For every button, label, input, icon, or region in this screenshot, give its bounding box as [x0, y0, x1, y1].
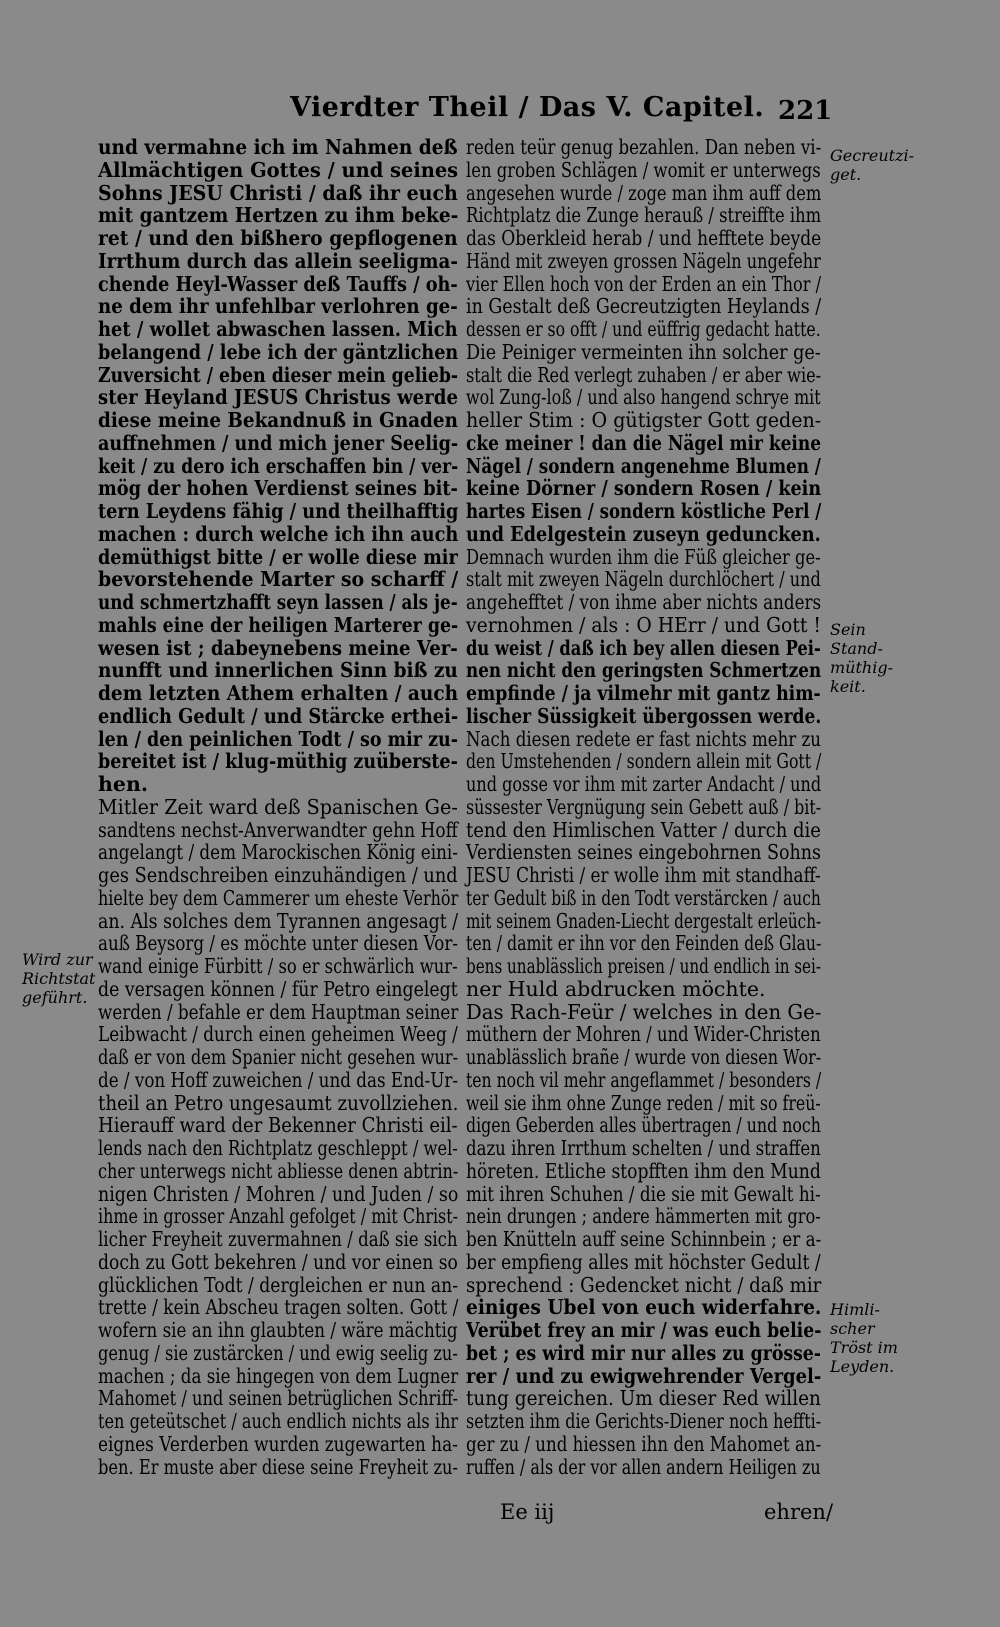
margin-note-left-1: Wird zur Richtstat geführt.: [22, 950, 96, 1007]
text-line: len / den peinlichen Todt / so mir zu-: [98, 726, 458, 751]
text-line: Leibwacht / durch einen geheimen Weeg /: [98, 1022, 458, 1047]
text-line: len groben Schlägen / womit er unterwegs: [466, 157, 821, 182]
text-line: glücklichen Todt / dergleichen er nun an-: [98, 1272, 459, 1297]
text-line: chende Heyl-Wasser deß Tauffs / oh-: [98, 271, 458, 296]
text-line: bereitet ist / klug-müthig zuüberste-: [98, 749, 458, 774]
text-line: auffnehmen / und mich jener Seelig-: [98, 430, 459, 455]
text-line: setzten ihm die Gerichts-Diener noch heffti-: [466, 1409, 822, 1433]
text-line: Demnach wurden ihm die Füß gleicher ge-: [466, 544, 821, 569]
text-line: keine Dörner / sondern Rosen / kein: [466, 476, 822, 501]
text-line: heller Stim : O gütigster Gott geden-: [466, 408, 822, 432]
text-line: bet ; es wird mir nur alles zu grösse-: [466, 1340, 821, 1365]
text-line: lischer Süssigkeit übergossen werde.: [466, 703, 822, 728]
text-line: de / von Hoff zuweichen / und das End-Ur-: [98, 1067, 458, 1092]
text-line: reden teür genug bezahlen. Dan neben vi-: [466, 135, 822, 159]
text-line: nigen Christen / Mohren / und Juden / so: [98, 1181, 459, 1206]
text-line: cke meiner ! dan die Nägel mir keine: [466, 430, 822, 455]
catchword: ehren/: [764, 1500, 834, 1524]
text-line: du weist / daß ich bey allen diesen Pei-: [466, 635, 821, 660]
text-line: süssester Vergnügung sein Gebett auß / bit-: [466, 794, 822, 819]
text-line: JESU Christi / er wolle ihm mit standhaff-: [466, 863, 821, 887]
text-line: wol Zung-loß / und also hangend schrye mit: [466, 385, 821, 410]
text-line: machen ; da sie hingegen von dem Lugner: [98, 1363, 459, 1388]
text-line: mit gantzem Hertzen zu ihm beke-: [98, 203, 459, 228]
text-line: trette / kein Abscheu tragen solten. Gott /: [98, 1295, 459, 1320]
text-line: ger zu / und hiessen ihn den Mahomet an-: [466, 1431, 822, 1456]
text-line: und schmertzhafft seyn lassen / als je-: [98, 590, 458, 614]
text-line: wesen ist ; dabeynebens meine Ver-: [98, 635, 458, 660]
text-line: Das Rach-Feür / welches in den Ge-: [466, 999, 822, 1024]
text-line: eignes Verderben wurden zugewarten ha-: [98, 1431, 458, 1456]
text-line: nunfft und innerlichen Sinn biß zu: [98, 658, 458, 683]
text-line: sprechend : Gedencket nicht / daß mir: [466, 1272, 822, 1297]
text-line: ten / damit er ihn vor den Feinden deß Glau-: [466, 931, 822, 956]
text-line: ben Knütteln auff seine Schinnbein ; er a-: [466, 1227, 822, 1251]
text-line: dessen er so offt / und eüffrig gedacht hatte.: [466, 317, 821, 341]
signature-mark: Ee iij: [500, 1500, 555, 1524]
text-line: Hierauff ward der Bekenner Christi eil-: [98, 1113, 458, 1138]
text-line: dem letzten Athem erhalten / auch: [98, 681, 459, 705]
text-line: weil sie ihm ohne Zunge reden / mit so freü-: [466, 1090, 821, 1115]
text-line: Nach diesen redete er fast nichts mehr zu: [466, 726, 821, 751]
text-line: empfinde / ja vilmehr mit gantz him-: [466, 681, 821, 705]
text-line: demüthigst bitte / er wolle diese mir: [98, 544, 458, 569]
text-line: licher Freyheit zuvermahnen / daß sie sich: [98, 1227, 458, 1251]
text-line: mit seinem Gnaden-Liecht dergestalt erleüch-: [466, 908, 822, 933]
text-line: het / wollet abwaschen lassen. Mich: [98, 317, 458, 341]
text-line: daß er von dem Spanier nicht gesehen wur-: [98, 1045, 459, 1069]
text-line: cher unterwegs nicht abliesse denen abtrin-: [98, 1158, 459, 1183]
text-line: mahls eine der heiligen Marterer ge-: [98, 612, 459, 637]
text-line: wofern sie an ihn glaubten / wäre mächtig: [98, 1318, 458, 1342]
text-line: theil an Petro ungesaumt zuvollziehen.: [98, 1090, 459, 1115]
text-line: doch zu Gott bekehren / und vor einen so: [98, 1249, 458, 1274]
text-line: vernohmen / als : O HErr / und Gott !: [466, 612, 821, 637]
text-line: ten noch vil mehr angeflammet / besonders /: [466, 1067, 822, 1092]
text-line: lends nach den Richtplatz geschleppt / wel-: [98, 1136, 458, 1160]
text-line: höreten. Etliche stopfften ihm den Mund: [466, 1158, 821, 1183]
text-line: bens unablässlich preisen / und endlich in sei-: [466, 954, 822, 978]
margin-note-right-2: Sein Stand-müthig-keit.: [830, 620, 893, 696]
page-number: 221: [778, 96, 833, 126]
text-line: das Oberkleid herab / und hefftete beyde: [466, 226, 822, 250]
text-line: tung gereichen. Um dieser Red willen: [466, 1386, 821, 1411]
text-line: hielte bey dem Cammerer um eheste Verhör: [98, 885, 459, 910]
text-line: Verdiensten seines eingebohrnen Sohns: [466, 840, 822, 865]
text-line: Irrthum durch das allein seeligma-: [98, 248, 458, 273]
text-line: mög der hohen Verdienst seines bit-: [98, 476, 458, 501]
text-line: auß Beysorg / es möchte unter diesen Vor-: [98, 931, 458, 956]
text-line: bevorstehende Marter so scharff /: [98, 567, 459, 592]
text-line: einiges Ubel von euch widerfahre.: [466, 1295, 822, 1320]
text-line: unablässlich brañe / wurde von diesen Wor-: [466, 1045, 822, 1069]
text-line: angehefftet / von ihme aber nichts anders: [466, 590, 822, 614]
text-line: ne dem ihr unfehlbar verlohren ge-: [98, 294, 458, 319]
text-line: Mitler Zeit ward deß Spanischen Ge-: [98, 794, 458, 819]
text-line: in Gestalt deß Gecreutzigten Heylands /: [466, 294, 822, 319]
text-line: rer / und zu ewigwehrender Vergel-: [466, 1363, 822, 1388]
text-line: müthern der Mohren / und Wider-Christen: [466, 1022, 821, 1047]
text-line: machen : durch welche ich ihn auch: [98, 521, 459, 546]
text-line: den Umstehenden / sondern allein mit Gott /: [466, 749, 822, 774]
text-line: Richtplatz die Zunge herauß / streiffte ihm: [466, 203, 822, 228]
text-line: vier Ellen hoch von der Erden an ein Thor /: [466, 271, 821, 296]
text-line: diese meine Bekandnuß in Gnaden: [98, 408, 458, 432]
text-line: und gosse vor ihm mit zarter Andacht / und: [466, 772, 822, 796]
margin-note-right-3: Himli-scher Tröst im Leyden.: [830, 1300, 898, 1376]
text-line: hen.: [98, 772, 148, 796]
text-line: an. Als solches dem Tyrannen angesagt /: [98, 908, 459, 933]
text-line: genug / sie zustärcken / und ewig seelig zu-: [98, 1340, 458, 1365]
text-line: Verübet frey an mir / was euch belie-: [466, 1318, 822, 1342]
text-line: mit ihren Schuhen / die sie mit Gewalt hi-: [466, 1181, 821, 1206]
text-line: stalt mit zweyen Nägeln durchlöchert / und: [466, 567, 821, 592]
text-line: Sohns JESU Christi / daß ihr euch: [98, 180, 458, 205]
text-line: werden / befahle er dem Hauptman seiner: [98, 999, 459, 1024]
left-text-column: [98, 136, 458, 1478]
text-line: tern Leydens fähig / und theilhafftig: [98, 499, 459, 523]
text-line: ber empfieng alles mit höchster Gedult /: [466, 1249, 821, 1274]
text-line: ter Gedult biß in den Todt verstärcken / auch: [466, 885, 821, 910]
text-line: Mahomet / und seinen betrüglichen Schriff-: [98, 1386, 458, 1411]
text-line: hartes Eisen / sondern köstliche Perl /: [466, 499, 822, 523]
text-line: Händ mit zweyen grossen Nägeln ungefehr: [466, 248, 821, 273]
right-text-column: [466, 136, 821, 1478]
text-line: de versagen können / für Petro eingelegt: [98, 976, 458, 1001]
text-line: nein drungen ; andere hämmerten mit gro-: [466, 1204, 821, 1229]
text-line: und vermahne ich im Nahmen deß: [98, 135, 458, 159]
text-line: ner Huld abdrucken möchte.: [466, 976, 766, 1001]
text-line: wand einige Fürbitt / so er schwärlich wur-: [98, 954, 458, 978]
text-line: Zuversicht / eben dieser mein gelieb-: [98, 362, 459, 387]
text-line: Allmächtigen Gottes / und seines: [98, 157, 459, 182]
running-header: Vierdter Theil / Das V. Capitel.: [290, 92, 765, 123]
text-line: ten geteütschet / auch endlich nichts als ihr: [98, 1409, 459, 1433]
text-line: und Edelgestein zuseyn geduncken.: [466, 521, 821, 546]
text-line: sandtens nechst-Anverwandter gehn Hoff: [98, 817, 458, 842]
text-line: ruffen / als der vor allen andern Heiligen zu: [466, 1454, 821, 1479]
text-line: nen nicht den geringsten Schmertzen: [466, 658, 822, 683]
text-line: angesehen wurde / zoge man ihm auff dem: [466, 180, 822, 205]
text-line: ihme in grosser Anzahl gefolget / mit Christ-: [98, 1204, 459, 1229]
text-line: belangend / lebe ich der gäntzlichen: [98, 339, 459, 364]
margin-note-right-1: Gecreutzi-get.: [830, 146, 915, 184]
text-line: angelangt / dem Marockischen König eini-: [98, 840, 458, 865]
text-line: tend den Himlischen Vatter / durch die: [466, 817, 821, 842]
text-line: endlich Gedult / und Stärcke erthei-: [98, 703, 459, 728]
text-line: ben. Er muste aber diese seine Freyheit zu-: [98, 1454, 458, 1479]
text-line: ret / und den bißhero gepflogenen: [98, 226, 458, 250]
text-line: Die Peiniger vermeinten ihn solcher ge-: [466, 339, 821, 364]
text-line: keit / zu dero ich erschaffen bin / ver-: [98, 453, 459, 478]
text-line: ges Sendschreiben einzuhändigen / und: [98, 863, 458, 887]
text-line: dazu ihren Irrthum schelten / und straffen: [466, 1136, 821, 1160]
text-line: Nägel / sondern angenehme Blumen /: [466, 453, 821, 478]
text-line: stalt die Red verlegt zuhaben / er aber wie-: [466, 362, 822, 387]
text-line: digen Geberden alles übertragen / und noch: [466, 1113, 821, 1138]
text-line: ster Heyland JESUS Christus werde: [98, 385, 458, 410]
